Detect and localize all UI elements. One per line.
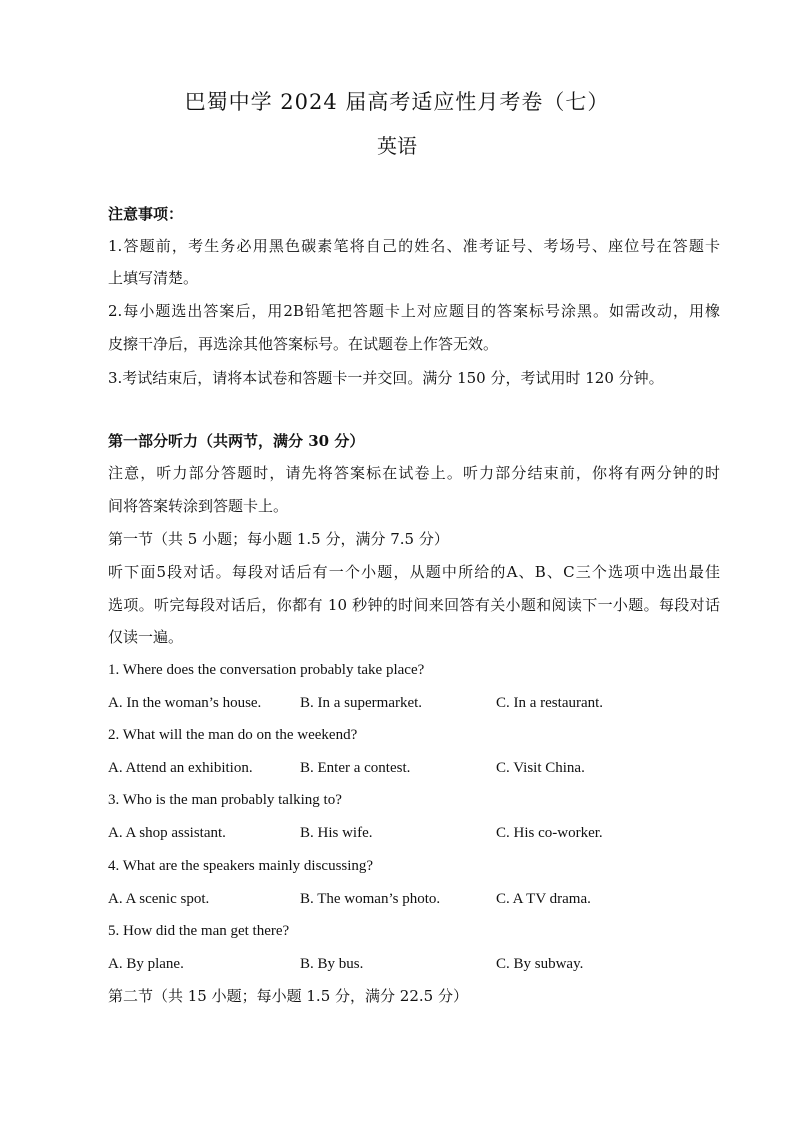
q4-option-a: A. A scenic spot. — [108, 891, 210, 907]
q5-option-c: C. By subway. — [496, 956, 584, 972]
instructions-line-2: 选项。听完每段对话后，你都有 10 秒钟的时间来回答有关小题和阅读下一小题。每段对话 — [108, 596, 720, 614]
part1-note-line-2: 间将答案转涂到答题卡上。 — [108, 497, 289, 515]
q3-option-a: A. A shop assistant. — [108, 825, 226, 841]
notice-item-2-line-2: 皮擦干净后，再选涂其他答案标号。在试题卷上作答无效。 — [108, 335, 499, 353]
exam-subject: 英语 — [377, 134, 417, 158]
instructions-line-1: 听下面5段对话。每段对话后有一个小题，从题中所给的A、B、C三个选项中选出最佳 — [108, 563, 720, 581]
q2-option-a: A. Attend an exhibition. — [108, 760, 253, 776]
question-5: 5. How did the man get there? — [108, 923, 290, 939]
question-3: 3. Who is the man probably talking to? — [108, 792, 342, 808]
q2-option-c: C. Visit China. — [496, 760, 585, 776]
notice-item-1-line-2: 上填写清楚。 — [108, 269, 199, 287]
instructions-line-3: 仅读一遍。 — [108, 628, 184, 646]
q2-option-b: B. Enter a contest. — [300, 760, 411, 776]
notice-item-3: 3.考试结束后，请将本试卷和答题卡一并交回。满分 150 分，考试用时 120 分钟。 — [108, 369, 664, 387]
q3-option-b: B. His wife. — [300, 825, 373, 841]
question-2: 2. What will the man do on the weekend? — [108, 727, 358, 743]
notice-heading: 注意事项： — [108, 205, 184, 223]
part1-heading: 第一部分听力（共两节，满分 30 分） — [108, 432, 365, 450]
section2-heading: 第二节（共 15 小题；每小题 1.5 分，满分 22.5 分） — [108, 987, 468, 1005]
notice-item-2-line-1: 2.每小题选出答案后，用2B铅笔把答题卡上对应题目的答案标号涂黑。如需改动，用橡 — [108, 302, 720, 320]
section1-heading: 第一节（共 5 小题；每小题 1.5 分，满分 7.5 分） — [108, 530, 449, 548]
notice-item-1-line-1: 1.答题前，考生务必用黑色碳素笔将自己的姓名、准考证号、考场号、座位号在答题卡 — [108, 237, 720, 255]
q1-option-b: B. In a supermarket. — [300, 695, 423, 711]
q1-option-a: A. In the woman’s house. — [108, 695, 262, 711]
q5-option-a: A. By plane. — [108, 956, 184, 972]
q1-option-c: C. In a restaurant. — [496, 695, 604, 711]
q4-option-c: C. A TV drama. — [496, 891, 591, 907]
question-1: 1. Where does the conversation probably take place? — [108, 662, 425, 678]
part1-note-line-1: 注意，听力部分答题时，请先将答案标在试卷上。听力部分结束前，你将有两分钟的时 — [108, 464, 720, 482]
q4-option-b: B. The woman’s photo. — [300, 891, 441, 907]
q3-option-c: C. His co-worker. — [496, 825, 603, 841]
question-4: 4. What are the speakers mainly discussing? — [108, 858, 374, 874]
exam-title: 巴蜀中学 2024 届高考适应性月考卷（七） — [184, 90, 610, 114]
q5-option-b: B. By bus. — [300, 956, 364, 972]
